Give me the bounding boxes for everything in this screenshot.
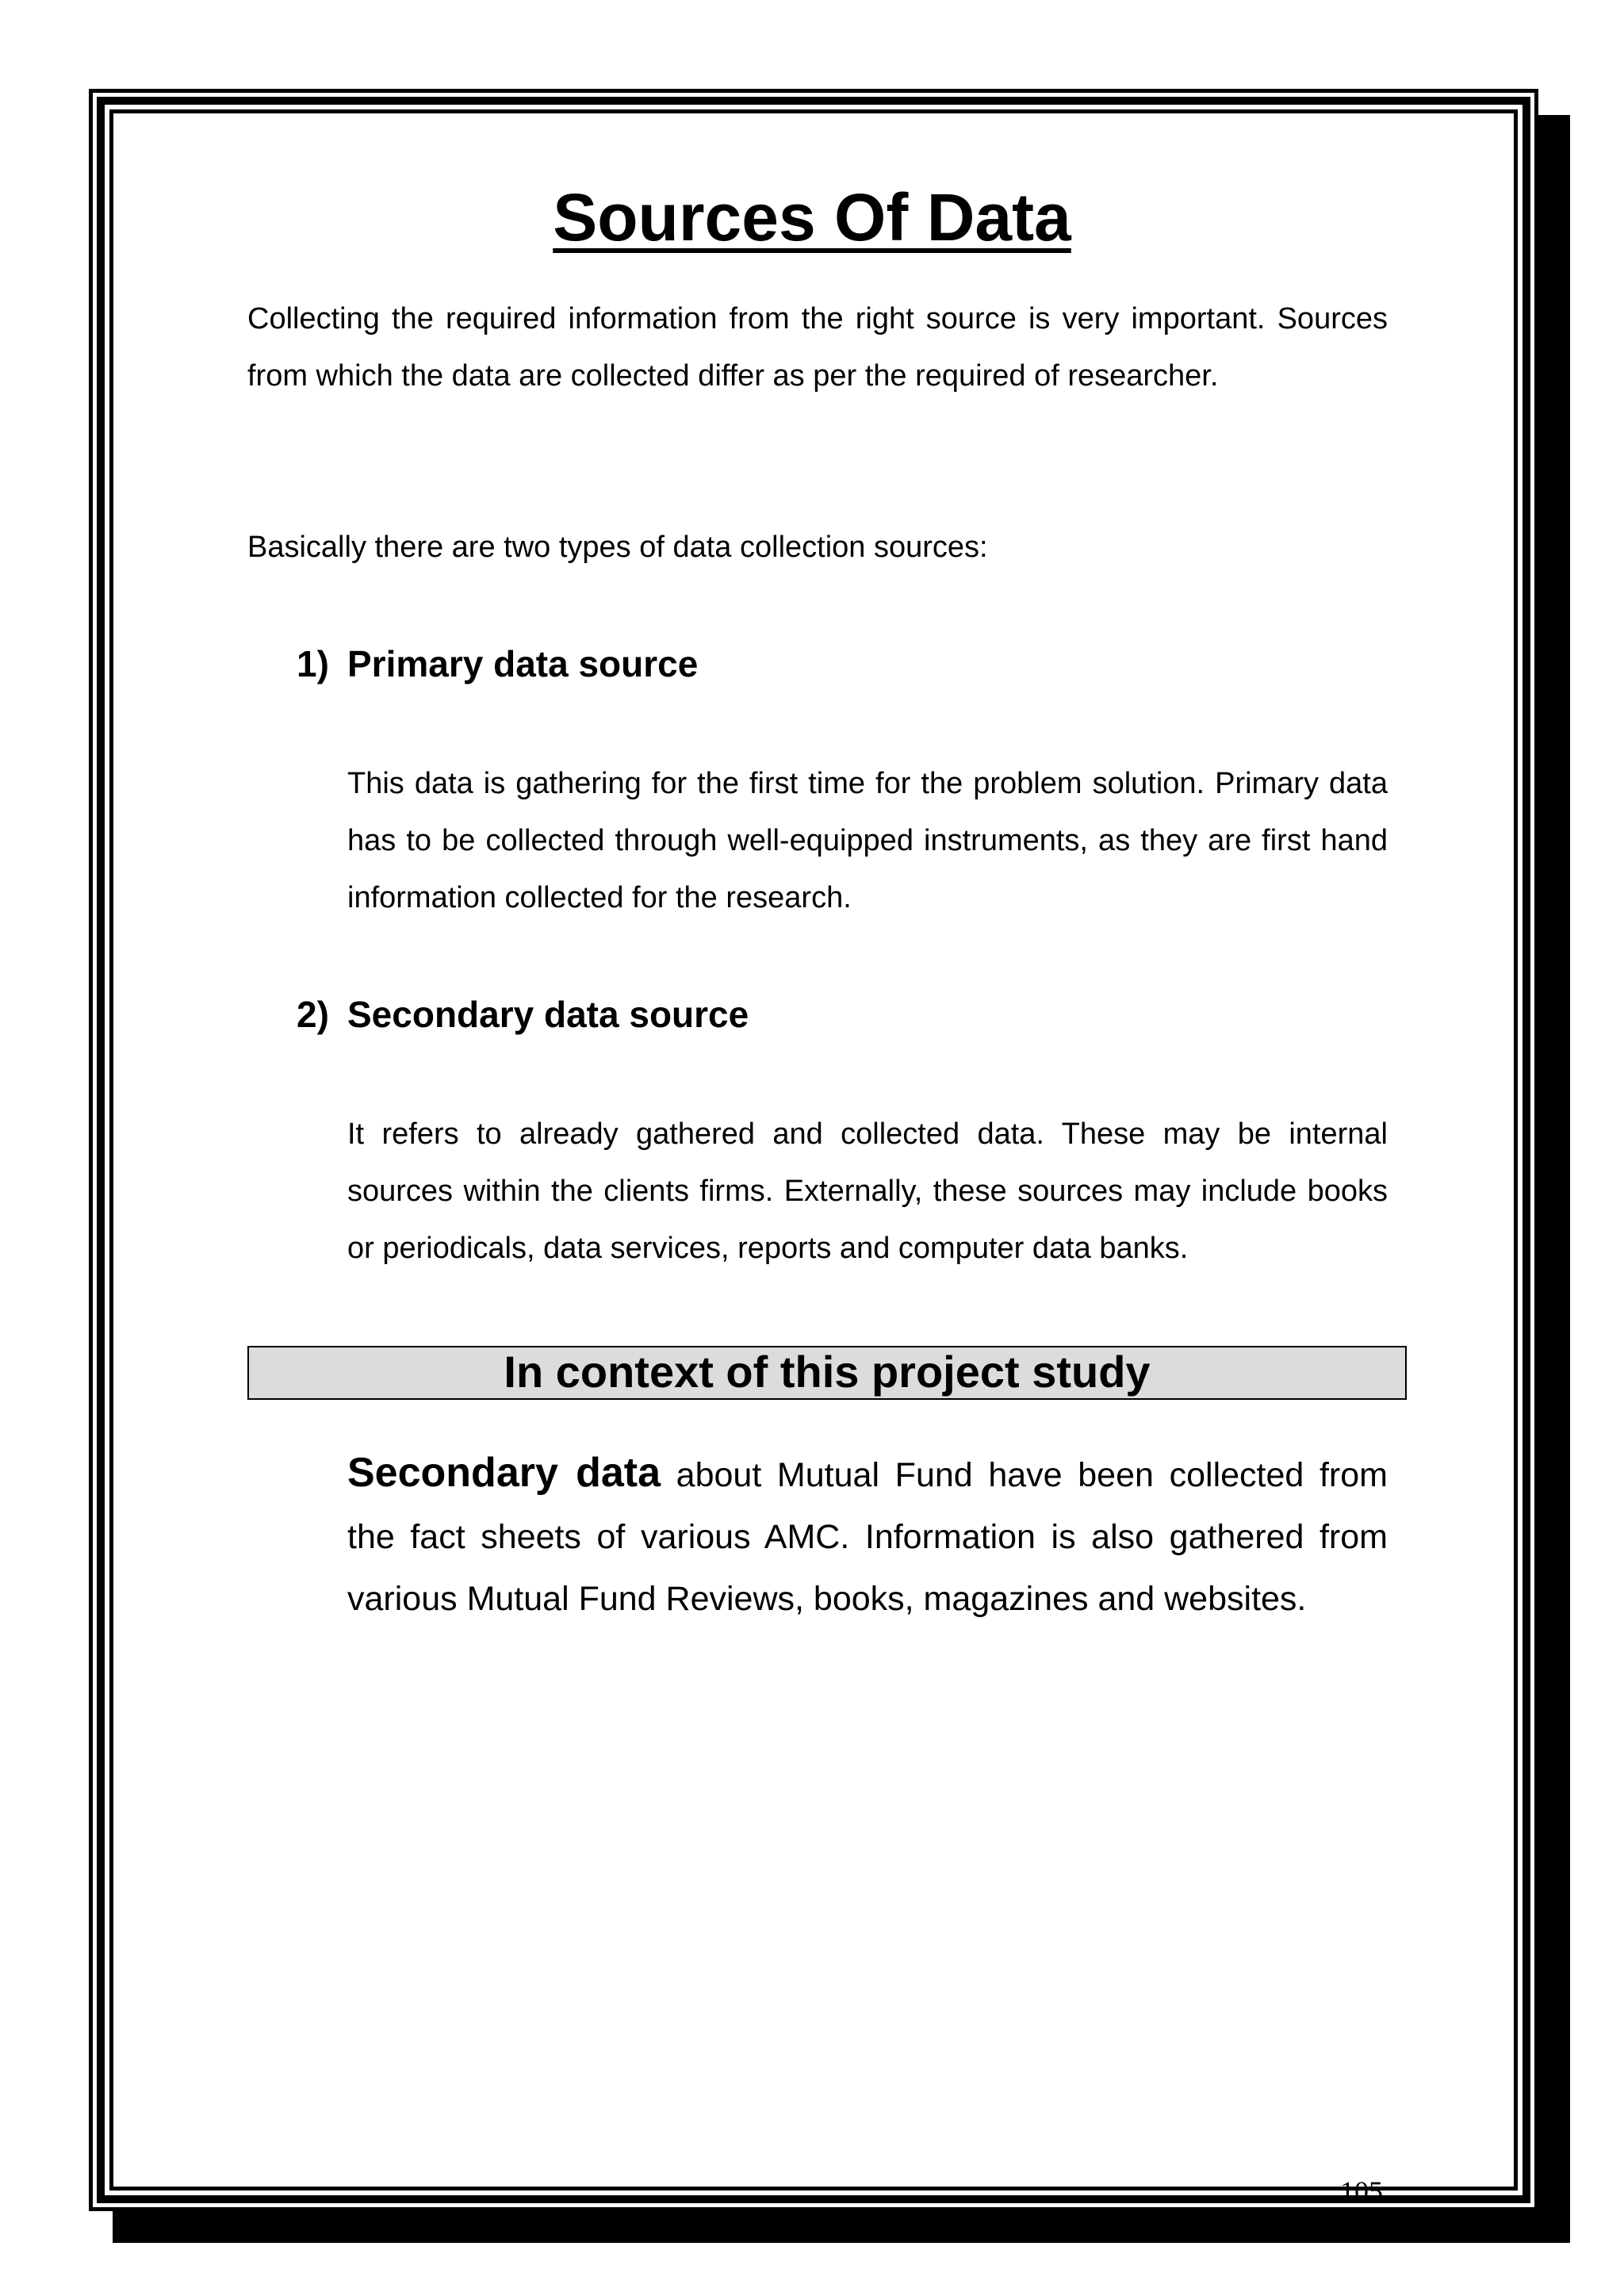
context-paragraph [347, 1442, 1388, 1630]
page-number: 105 [1340, 2175, 1383, 2207]
page-title: Sources Of Data [553, 180, 1071, 255]
primary-source-heading: Primary data source [347, 643, 699, 684]
secondary-source-heading: Secondary data source [347, 994, 749, 1035]
primary-source-number: 1) [297, 643, 329, 684]
secondary-source-number: 2) [297, 994, 329, 1035]
secondary-source-body: It refers to already gathered and collected data. These may be internal sources within the clients firms. Externally, these sources may include books or periodicals, data services, reports and computer data banks. [347, 1117, 1388, 1265]
primary-source-body: This data is gathering for the first time for the problem solution. Primary data has to be collected through well-equipped instruments, as they are first hand information collected for the research. [347, 767, 1388, 914]
context-lead: Secondary data [347, 1450, 661, 1496]
types-intro-paragraph: Basically there are two types of data collection sources: [247, 531, 988, 564]
context-body: about Mutual Fund have been collected from the fact sheets of various AMC. Information is also gathered from various Mutual Fund Reviews, books, magazines and websites. [347, 1456, 1388, 1618]
context-heading-box: In context of this project study [247, 1346, 1407, 1400]
intro-paragraph: Collecting the required information from the right source is very important. Sources from which the data are collected differ as per the required of researcher. [247, 302, 1388, 393]
